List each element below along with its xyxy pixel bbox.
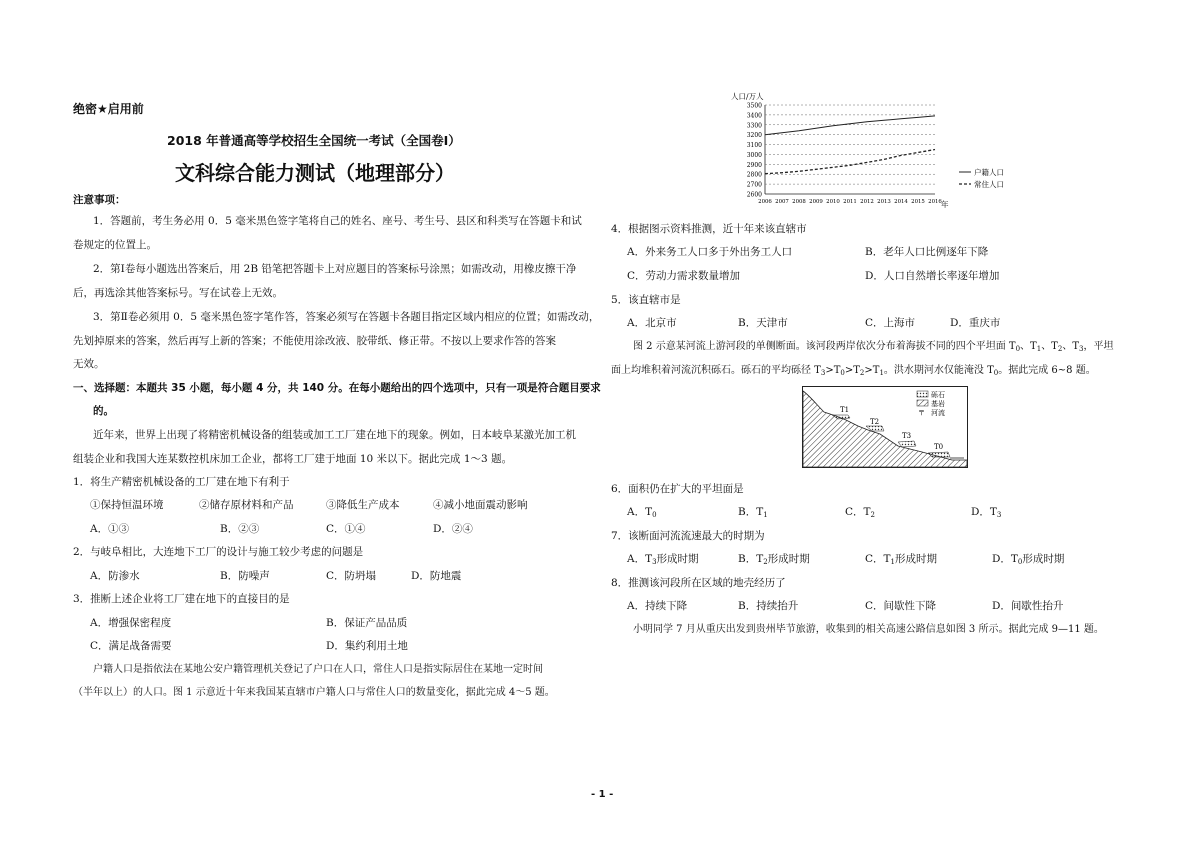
q7-option-b-suffix: 形成时期: [767, 553, 810, 565]
q7-option-d-text: D．T: [992, 553, 1018, 565]
q3-option-a: A．增强保密程度: [90, 617, 172, 629]
label-t3: T3: [902, 432, 912, 440]
section-heading-b: 的。: [93, 405, 114, 417]
q8-option-a: A．持续下降: [627, 600, 688, 612]
q1-item-3: ③降低生产成本: [326, 499, 400, 511]
y-tick-2900: 2900: [746, 161, 762, 169]
y-tick-2800: 2800: [746, 171, 762, 179]
q3-option-c: C．满足战备需要: [90, 640, 172, 652]
note-3b: 先划掉原来的答案，然后再写上新的答案；不能使用涂改液、胶带纸、修正带。不按以上要求作答的答案: [73, 335, 556, 347]
river-cross-section-diagram: [802, 386, 968, 468]
label-t0: T0: [934, 443, 944, 451]
passage3-line2-text: 面上均堆积着河流沉积砾石。砾石的平均砾径 T: [611, 365, 821, 376]
q4-option-a: A．外来务工人口多于外出务工人口: [627, 246, 793, 258]
q3-stem: 3．推断上述企业将工厂建在地下的直接目的是: [73, 593, 290, 605]
legend-swatch-gravel: [917, 391, 928, 397]
q7-option-c-suffix: 形成时期: [895, 553, 938, 565]
population-line-chart: [725, 88, 1025, 210]
q1-option-d: D．②④: [433, 523, 473, 535]
q2-option-c: C．防坍塌: [326, 570, 377, 582]
q4-stem: 4．根据图示资料推测，近十年来该直辖市: [611, 223, 807, 235]
note-1a: 1．答题前，考生务必用 0．5 毫米黑色签字笔将自己的姓名、座号、考生号、县区和科类写在答题卡和试: [93, 215, 582, 227]
q7-option-c: C．$T_1$形成时期: [865, 553, 938, 566]
x-tick-2016: 2016: [928, 199, 942, 205]
q2-option-b: B．防噪声: [220, 570, 270, 582]
q4-option-c: C．劳动力需求数量增加: [627, 270, 741, 282]
note-3a: 3．第Ⅱ卷必须用 0．5 毫米黑色签字笔作答，答案必须写在答题卡各题目指定区域内相应的位置；如需改动，: [93, 311, 600, 323]
q1-option-c: C．①④: [326, 523, 366, 535]
chart-ylabel: 人口/万人: [731, 92, 764, 101]
q3-option-b: B．保证产品品质: [326, 617, 408, 629]
y-tick-3300: 3300: [746, 122, 762, 130]
passage4-line1: 小明同学 7 月从重庆出发到贵州毕节旅游，收集到的相关高速公路信息如图 3 所示。据此完成 9—11 题。: [633, 624, 1104, 635]
q6-option-b-text: B．T: [738, 506, 764, 518]
note-2a: 2．第Ⅰ卷每小题选出答案后，用 2B 铅笔把答题卡上对应题目的答案标号涂黑；如需改动，用橡皮擦干净: [93, 263, 577, 275]
q1-item-2: ②储存原材料和产品: [199, 499, 294, 511]
label-t2: T2: [870, 418, 880, 426]
y-tick-3500: 3500: [746, 102, 762, 110]
q1-option-b: B．②③: [220, 523, 260, 535]
q7-option-d: D．$T_0$形成时期: [992, 553, 1065, 566]
q7-option-b: B．$T_2$形成时期: [738, 553, 810, 566]
x-tick-2010: 2010: [826, 199, 840, 205]
legend-gravel: 砾石: [931, 391, 945, 399]
x-tick-2014: 2014: [894, 199, 908, 205]
legend-river-symbol: 〒: [918, 409, 925, 417]
note-3c: 无效。: [73, 358, 105, 370]
q6-option-b: B．$T_1$: [738, 506, 768, 519]
q8-stem: 8．推测该河段所在区域的地壳经历了: [611, 577, 786, 589]
q7-option-a-suffix: 形成时期: [656, 553, 699, 565]
passage2-line2: （半年以上）的人口。图 1 示意近十年来我国某直辖市户籍人口与常住人口的数量变化，据此完成 4～5 题。: [73, 687, 555, 698]
q7-option-b-text: B．T: [738, 553, 764, 565]
q6-option-d: D．$T_3$: [971, 506, 1002, 519]
passage1-line2: 组装企业和我国大连某数控机床加工企业，都将工厂建于地面 10 米以下。据此完成 1～3 题。: [73, 453, 513, 465]
section-heading-a: 一、选择题：本题共 35 小题，每小题 4 分，共 140 分。在每小题给出的四个选项中，只有一项是符合题目要求: [73, 382, 601, 394]
passage3-line1-text: 图 2 示意某河流上游河段的单侧断面。该河段两岸依次分布着海拔不同的四个平坦面 T: [633, 341, 1016, 352]
y-tick-3000: 3000: [746, 151, 762, 159]
q6-option-c: C．$T_2$: [845, 506, 876, 519]
subject-title: 文科综合能力测试（地理部分）: [175, 161, 455, 185]
legend-river: 河流: [931, 409, 945, 417]
legend-bedrock: 基岩: [931, 400, 945, 408]
passage3-line2-end: 。据此完成 6~8 题。: [998, 365, 1096, 376]
page-number: - 1 -: [591, 789, 614, 800]
gravel-t0: [928, 452, 950, 457]
x-tick-2013: 2013: [877, 199, 891, 205]
q5-option-c: C．上海市: [865, 317, 916, 329]
x-tick-2008: 2008: [792, 199, 806, 205]
q1-item-4: ④减小地面震动影响: [433, 499, 528, 511]
q6-option-c-text: C．T: [845, 506, 871, 518]
q2-option-d: D．防地震: [411, 570, 462, 582]
passage3-line2: 面上均堆积着河流沉积砾石。砾石的平均砾径 $T_3>T_0>T_2>T_1$。洪水期河水仅能淹没 $T_0$。据此完成 6~8 题。: [611, 365, 1096, 377]
x-tick-2007: 2007: [775, 199, 789, 205]
passage3-line1-end: ，平坦: [1083, 341, 1114, 352]
q7-stem: 7．该断面河流流速最大的时期为: [611, 530, 765, 542]
q4-option-d: D．人口自然增长率逐年增加: [865, 270, 1000, 282]
label-t1: T1: [840, 406, 850, 414]
q7-option-a: A．$T_3$形成时期: [627, 553, 699, 566]
exam-title: 2018 年普通高等学校招生全国统一考试（全国卷Ⅰ）: [167, 133, 461, 148]
note-2b: 后，再选涂其他答案标号。写在试卷上无效。: [73, 287, 283, 299]
legend-label-huji: 户籍人口: [974, 168, 1004, 177]
y-tick-2700: 2700: [746, 181, 762, 189]
q1-stem: 1．将生产精密机械设备的工厂建在地下有利于: [73, 476, 290, 488]
q6-option-d-text: D．T: [971, 506, 997, 518]
y-tick-3100: 3100: [746, 142, 762, 150]
series-line-changzhu: [765, 150, 935, 174]
q3-option-d: D．集约利用土地: [326, 640, 408, 652]
passage3-line2-mid: 。洪水期河水仅能淹没 T: [883, 365, 994, 376]
q1-item-1: ①保持恒温环境: [90, 499, 164, 511]
chart-y-ticks: [747, 103, 762, 199]
x-tick-2011: 2011: [843, 199, 857, 205]
q8-option-b: B．持续抬升: [738, 600, 799, 612]
x-tick-2012: 2012: [860, 199, 874, 205]
q5-option-d: D．重庆市: [950, 317, 1001, 329]
notes-heading: 注意事项：: [73, 194, 126, 206]
passage3-line1: 图 2 示意某河流上游河段的单侧断面。该河段两岸依次分布着海拔不同的四个平坦面 $T_0$、$T_1$、$T_2$、$T_3$，平坦: [633, 341, 1114, 353]
y-tick-2600: 2600: [746, 191, 762, 199]
q1-option-a: A．①③: [90, 523, 130, 535]
q7-option-d-suffix: 形成时期: [1022, 553, 1065, 565]
chart-x-ticks: [758, 199, 942, 205]
q2-option-a: A．防渗水: [90, 570, 140, 582]
q6-option-a-text: A．T: [627, 506, 653, 518]
q4-option-b: B．老年人口比例逐年下降: [865, 246, 989, 258]
legend-swatch-bedrock: [917, 400, 928, 406]
x-tick-2006: 2006: [758, 199, 772, 205]
q5-stem: 5．该直辖市是: [611, 294, 681, 306]
q6-option-a: A．$T_0$: [627, 506, 657, 519]
q8-option-c: C．间歇性下降: [865, 600, 937, 612]
series-line-huji: [765, 116, 935, 135]
x-tick-2015: 2015: [911, 199, 925, 205]
legend-label-changzhu: 常住人口: [974, 180, 1004, 189]
note-1b: 卷规定的位置上。: [73, 239, 157, 251]
q5-option-b: B．天津市: [738, 317, 788, 329]
q7-option-c-text: C．T: [865, 553, 891, 565]
y-tick-3400: 3400: [746, 112, 762, 120]
passage2-line1: 户籍人口是指依法在某地公安户籍管理机关登记了户口在人口，常住人口是指实际居住在某地一定时间: [93, 664, 543, 675]
q5-option-a: A．北京市: [627, 317, 677, 329]
chart-xlabel: 年: [941, 200, 949, 209]
q2-stem: 2．与岐阜相比，大连地下工厂的设计与施工较少考虑的问题是: [73, 546, 364, 558]
passage1-line1: 近年来，世界上出现了将精密机械设备的组装或加工工厂建在地下的现象。例如，日本岐阜某激光加工机: [93, 429, 576, 441]
q8-option-d: D．间歇性抬升: [992, 600, 1064, 612]
q7-option-a-text: A．T: [627, 553, 653, 565]
y-tick-3200: 3200: [746, 132, 762, 140]
secret-label: 绝密★启用前: [73, 102, 144, 116]
q6-stem: 6．面积仍在扩大的平坦面是: [611, 483, 744, 495]
x-tick-2009: 2009: [809, 199, 823, 205]
